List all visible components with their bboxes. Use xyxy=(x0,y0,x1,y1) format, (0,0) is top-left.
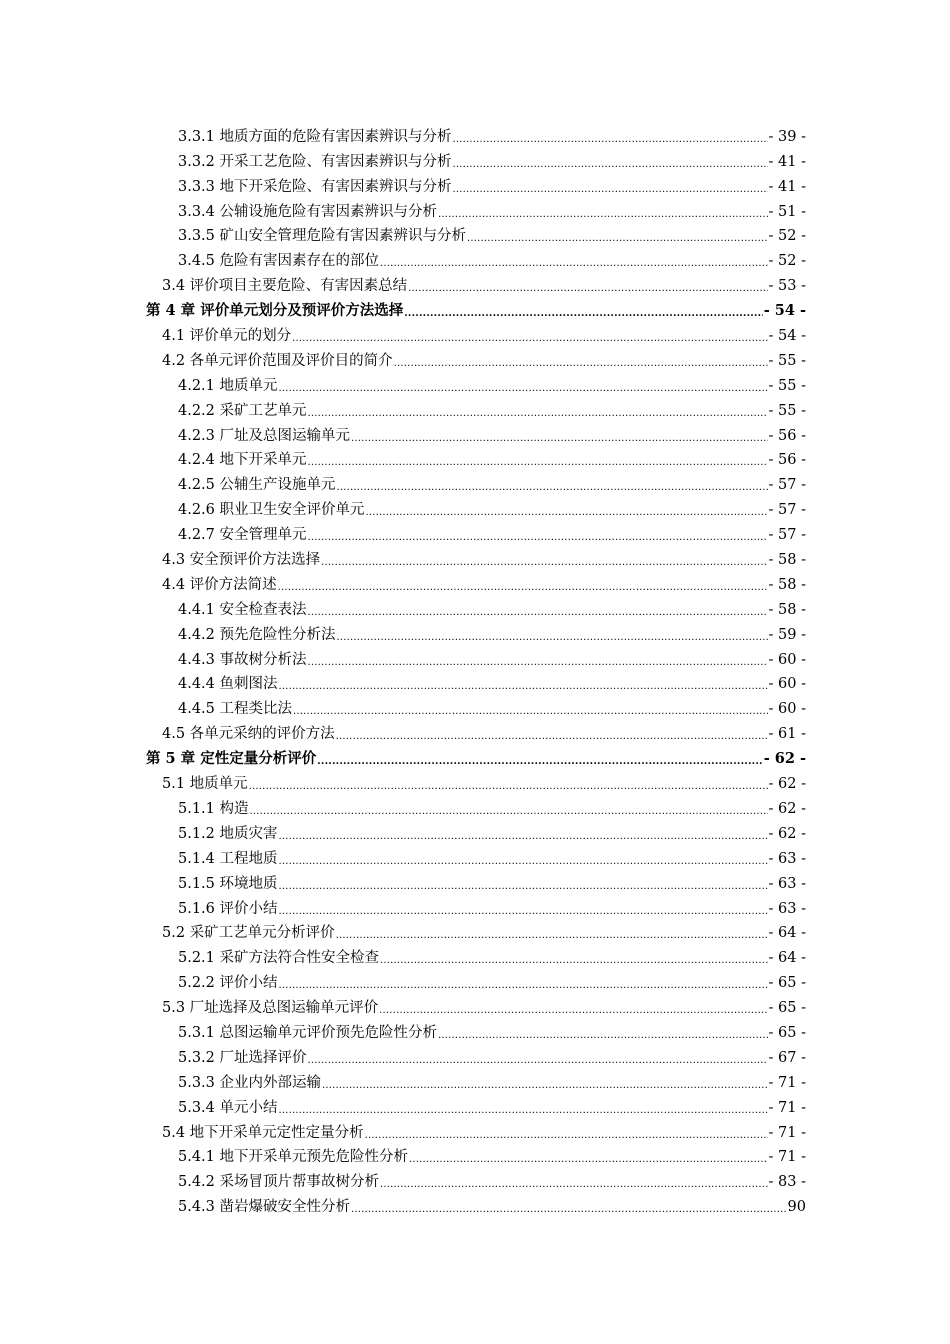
toc-dot-leader xyxy=(379,1005,767,1017)
toc-dot-leader xyxy=(467,233,768,245)
toc-entry-title: 第 4 章 评价单元划分及预评价方法选择 xyxy=(146,302,404,320)
toc-entry[interactable] xyxy=(0,771,806,796)
toc-entry-title: 5.3 厂址选择及总图运输单元评价 xyxy=(162,1000,379,1017)
toc-entry-title: 5.1.1 构造 xyxy=(178,800,249,817)
toc-dot-leader xyxy=(453,184,768,196)
toc-entry-title: 5.1.2 地质灾害 xyxy=(178,825,278,842)
toc-entry-page-number: - 71 - xyxy=(768,1074,806,1091)
toc-entry-page-number: - 65 - xyxy=(768,975,806,992)
toc-entry[interactable] xyxy=(0,248,806,273)
toc-entry-title: 5.3.1 总图运输单元评价预先危险性分析 xyxy=(178,1024,438,1041)
toc-entry-page-number: - 41 - xyxy=(768,178,806,195)
toc-dot-leader xyxy=(453,134,768,146)
toc-entry-page-number: - 58 - xyxy=(768,576,806,593)
toc-entry-title: 3.4.5 危险有害因素存在的部位 xyxy=(178,253,380,270)
toc-entry[interactable] xyxy=(0,896,806,921)
toc-entry-title: 4.2.4 地下开采单元 xyxy=(178,452,307,469)
toc-entry[interactable] xyxy=(0,373,806,398)
toc-entry-title: 5.4.3 凿岩爆破安全性分析 xyxy=(178,1199,351,1216)
toc-entry-title: 5.3.3 企业内外部运输 xyxy=(178,1074,322,1091)
toc-entry-title: 3.3.3 地下开采危险、有害因素辨识与分析 xyxy=(178,178,452,195)
table-of-contents xyxy=(0,124,950,1219)
toc-entry-title: 5.4.1 地下开采单元预先危险性分析 xyxy=(178,1149,409,1166)
toc-entry[interactable] xyxy=(0,672,806,697)
toc-dot-leader xyxy=(278,582,768,594)
toc-entry-title: 4.2.3 厂址及总图运输单元 xyxy=(178,427,351,444)
toc-entry-title: 4.4.4 鱼刺图法 xyxy=(178,676,278,693)
toc-entry[interactable] xyxy=(0,448,806,473)
toc-entry-title: 3.4 评价项目主要危险、有害因素总结 xyxy=(162,278,408,295)
toc-entry[interactable] xyxy=(0,1045,806,1070)
toc-entry-title: 4.4 评价方法简述 xyxy=(162,576,277,593)
toc-entry-title: 4.4.2 预先危险性分析法 xyxy=(178,626,336,643)
toc-entry-title: 5.3.4 单元小结 xyxy=(178,1099,278,1116)
toc-entry-page-number: - 63 - xyxy=(768,850,806,867)
toc-entry-page-number: - 71 - xyxy=(768,1124,806,1141)
toc-entry-title: 5.4.2 采场冒顶片帮事故树分析 xyxy=(178,1174,380,1191)
toc-dot-leader xyxy=(404,308,762,320)
toc-entry-page-number: - 64 - xyxy=(768,950,806,967)
toc-dot-leader xyxy=(336,731,768,743)
toc-entry[interactable] xyxy=(0,124,806,149)
toc-dot-leader xyxy=(308,1055,768,1067)
toc-entry[interactable] xyxy=(0,149,806,174)
toc-entry-page-number: - 64 - xyxy=(768,925,806,942)
toc-dot-leader xyxy=(249,781,768,793)
toc-entry[interactable] xyxy=(0,572,806,597)
toc-entry-title: 3.3.1 地质方面的危险有害因素辨识与分析 xyxy=(178,128,452,145)
toc-entry[interactable] xyxy=(0,995,806,1020)
toc-entry[interactable] xyxy=(0,348,806,373)
toc-entry[interactable] xyxy=(0,921,806,946)
toc-dot-leader xyxy=(351,1204,787,1216)
toc-entry[interactable] xyxy=(0,1020,806,1045)
toc-entry-title: 4.2.6 职业卫生安全评价单元 xyxy=(178,502,365,519)
toc-entry[interactable] xyxy=(0,1145,806,1170)
toc-entry[interactable] xyxy=(0,846,806,871)
toc-dot-leader xyxy=(308,532,768,544)
toc-entry-title: 4.2.1 地质单元 xyxy=(178,377,278,394)
toc-entry-page-number: - 52 - xyxy=(768,228,806,245)
toc-entry-title: 4.5 各单元采纳的评价方法 xyxy=(162,726,335,743)
toc-entry-title: 5.1.6 评价小结 xyxy=(178,900,278,917)
toc-dot-leader xyxy=(293,706,768,718)
toc-entry[interactable] xyxy=(0,871,806,896)
toc-dot-leader xyxy=(380,955,768,967)
toc-dot-leader xyxy=(336,930,768,942)
toc-dot-leader xyxy=(337,482,768,494)
toc-dot-leader xyxy=(317,756,762,768)
toc-entry-title: 4.4.5 工程类比法 xyxy=(178,701,293,718)
toc-entry-page-number: - 53 - xyxy=(768,278,806,295)
toc-entry[interactable] xyxy=(0,174,806,199)
toc-dot-leader xyxy=(337,632,768,644)
toc-dot-leader xyxy=(366,507,768,519)
toc-entry-title: 4.1 评价单元的划分 xyxy=(162,328,292,345)
toc-entry-page-number: - 62 - xyxy=(768,776,806,793)
toc-entry[interactable] xyxy=(0,622,806,647)
toc-entry-page-number: - 71 - xyxy=(768,1149,806,1166)
toc-entry-page-number: - 60 - xyxy=(768,651,806,668)
toc-entry-page-number: - 54 - xyxy=(768,328,806,345)
toc-entry-title: 5.1.5 环境地质 xyxy=(178,875,278,892)
toc-entry-title: 5.2.1 采矿方法符合性安全检查 xyxy=(178,950,380,967)
toc-dot-leader xyxy=(279,856,768,868)
toc-dot-leader xyxy=(438,209,768,221)
toc-entry-title: 5.3.2 厂址选择评价 xyxy=(178,1049,307,1066)
toc-dot-leader xyxy=(308,408,768,420)
toc-entry-page-number: - 57 - xyxy=(768,477,806,494)
toc-entry-page-number: - 52 - xyxy=(768,253,806,270)
toc-entry[interactable] xyxy=(0,547,806,572)
toc-dot-leader xyxy=(279,831,768,843)
toc-entry-title: 5.2.2 评价小结 xyxy=(178,975,278,992)
toc-entry-page-number: - 60 - xyxy=(768,676,806,693)
toc-entry[interactable] xyxy=(0,224,806,249)
toc-dot-leader xyxy=(279,881,768,893)
toc-entry-page-number: - 57 - xyxy=(768,502,806,519)
toc-dot-leader xyxy=(438,1030,768,1042)
toc-dot-leader xyxy=(409,1154,768,1166)
toc-entry-page-number: - 63 - xyxy=(768,900,806,917)
toc-entry-title: 3.3.5 矿山安全管理危险有害因素辨识与分析 xyxy=(178,228,467,245)
toc-dot-leader xyxy=(351,433,768,445)
toc-entry-page-number: - 62 - xyxy=(768,800,806,817)
toc-entry[interactable] xyxy=(0,1070,806,1095)
toc-entry-title: 5.1.4 工程地质 xyxy=(178,850,278,867)
toc-entry[interactable] xyxy=(0,970,806,995)
toc-dot-leader xyxy=(365,1130,768,1142)
toc-entry[interactable] xyxy=(0,398,806,423)
toc-entry-page-number: - 54 - xyxy=(763,302,806,320)
toc-dot-leader xyxy=(292,333,767,345)
toc-chapter-entry[interactable] xyxy=(0,746,806,771)
toc-dot-leader xyxy=(322,1080,768,1092)
toc-entry-page-number: - 65 - xyxy=(768,1024,806,1041)
toc-entry[interactable] xyxy=(0,1194,806,1219)
toc-entry-title: 4.4.3 事故树分析法 xyxy=(178,651,307,668)
toc-entry[interactable] xyxy=(0,497,806,522)
toc-entry[interactable] xyxy=(0,1169,806,1194)
toc-entry-page-number: - 56 - xyxy=(768,452,806,469)
toc-entry-page-number: 90 xyxy=(787,1199,806,1216)
toc-entry-page-number: - 65 - xyxy=(768,1000,806,1017)
toc-dot-leader xyxy=(279,383,768,395)
toc-entry[interactable] xyxy=(0,472,806,497)
toc-entry-title: 5.1 地质单元 xyxy=(162,776,248,793)
toc-entry-page-number: - 63 - xyxy=(768,875,806,892)
toc-dot-leader xyxy=(279,906,768,918)
toc-dot-leader xyxy=(408,283,767,295)
toc-dot-leader xyxy=(279,681,768,693)
toc-entry-title: 4.2.2 采矿工艺单元 xyxy=(178,402,307,419)
toc-dot-leader xyxy=(321,557,767,569)
toc-entry-page-number: - 57 - xyxy=(768,527,806,544)
toc-dot-leader xyxy=(308,607,768,619)
toc-entry-page-number: - 55 - xyxy=(768,377,806,394)
toc-entry-title: 4.4.1 安全检查表法 xyxy=(178,601,307,618)
toc-dot-leader xyxy=(279,1105,768,1117)
toc-entry[interactable] xyxy=(0,821,806,846)
toc-entry[interactable] xyxy=(0,796,806,821)
toc-dot-leader xyxy=(380,258,768,270)
toc-entry[interactable] xyxy=(0,423,806,448)
toc-entry-page-number: - 83 - xyxy=(768,1174,806,1191)
toc-entry-page-number: - 59 - xyxy=(768,626,806,643)
toc-entry-page-number: - 58 - xyxy=(768,601,806,618)
toc-entry[interactable] xyxy=(0,1120,806,1145)
toc-entry[interactable] xyxy=(0,721,806,746)
toc-entry-title: 3.3.4 公辅设施危险有害因素辨识与分析 xyxy=(178,203,438,220)
toc-entry-page-number: - 56 - xyxy=(768,427,806,444)
toc-entry-title: 4.3 安全预评价方法选择 xyxy=(162,552,321,569)
toc-entry-page-number: - 55 - xyxy=(768,402,806,419)
toc-entry[interactable] xyxy=(0,1095,806,1120)
toc-entry-title: 3.3.2 开采工艺危险、有害因素辨识与分析 xyxy=(178,153,452,170)
toc-entry[interactable] xyxy=(0,323,806,348)
toc-entry-page-number: - 39 - xyxy=(768,128,806,145)
toc-entry[interactable] xyxy=(0,522,806,547)
toc-dot-leader xyxy=(380,1179,768,1191)
toc-entry-page-number: - 41 - xyxy=(768,153,806,170)
toc-entry[interactable] xyxy=(0,647,806,672)
toc-dot-leader xyxy=(250,806,768,818)
toc-entry-title: 4.2 各单元评价范围及评价目的简介 xyxy=(162,352,393,369)
toc-entry-page-number: - 61 - xyxy=(768,726,806,743)
toc-dot-leader xyxy=(279,980,768,992)
toc-entry-title: 4.2.7 安全管理单元 xyxy=(178,527,307,544)
toc-entry-title: 5.2 采矿工艺单元分析评价 xyxy=(162,925,335,942)
toc-entry-page-number: - 71 - xyxy=(768,1099,806,1116)
toc-entry-page-number: - 62 - xyxy=(763,750,806,768)
toc-entry-title: 4.2.5 公辅生产设施单元 xyxy=(178,477,336,494)
toc-entry-page-number: - 51 - xyxy=(768,203,806,220)
toc-entry[interactable] xyxy=(0,696,806,721)
toc-dot-leader xyxy=(453,159,768,171)
toc-entry[interactable] xyxy=(0,597,806,622)
toc-entry-page-number: - 55 - xyxy=(768,352,806,369)
toc-entry-title: 第 5 章 定性定量分析评价 xyxy=(146,750,317,768)
toc-entry[interactable] xyxy=(0,273,806,298)
toc-chapter-entry[interactable] xyxy=(0,298,806,323)
toc-entry[interactable] xyxy=(0,199,806,224)
toc-dot-leader xyxy=(308,457,768,469)
toc-dot-leader xyxy=(394,358,768,370)
toc-entry-page-number: - 60 - xyxy=(768,701,806,718)
toc-entry-page-number: - 62 - xyxy=(768,825,806,842)
toc-entry-page-number: - 67 - xyxy=(768,1049,806,1066)
toc-entry-page-number: - 58 - xyxy=(768,552,806,569)
toc-entry-title: 5.4 地下开采单元定性定量分析 xyxy=(162,1124,364,1141)
toc-dot-leader xyxy=(308,657,768,669)
toc-entry[interactable] xyxy=(0,945,806,970)
